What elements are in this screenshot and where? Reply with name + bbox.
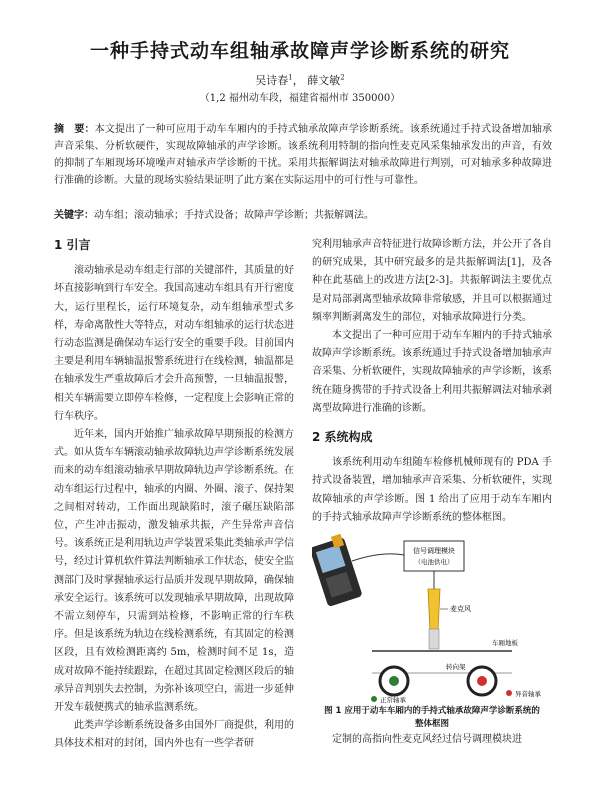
right-paragraph-2: 本文提出了一种可应用于动车车厢内的手持式轴承故障声学诊断系统。该系统通过手持式设备增加轴承声音采集、分析软硬件，实现故障轴承的声学诊断，该系统在随身携带的手持式设备上利用共振解调法对轴承剥离型故障进行准确的诊断。 bbox=[312, 330, 552, 414]
author-line: 吴诗春$^1$， 薛文敏$^2$ bbox=[255, 73, 345, 87]
section-1-paragraph-1: 滚动轴承是动车组走行部的关键部件，其质量的好坏直接影响到行车安全。我国高速动车组具有开行密度大，运行里程长，运行环境复杂，动车组轴承型式多样，寿命离散性大等特点，对动车组轴承的运行状态进行动态监测是确保动车运行安全的重要手段。目前国内主要是利用车辆轴温报警系统进行在线检测，轴温都是在轴承发生严重故障后才会升高预警，一旦轴温报警，相关车辆需要立即停车检修，一定程度上会影响正常的行车秩序。 bbox=[54, 265, 294, 422]
pda-device-icon bbox=[312, 534, 363, 607]
abnormal-bearing-icon bbox=[468, 667, 496, 695]
legend-abnormal-label: 异音轴承 bbox=[515, 690, 541, 699]
section-2-heading: 2 系统构成 bbox=[312, 430, 373, 445]
signal-module-box bbox=[404, 541, 464, 571]
caption-line-2: 整体框图 bbox=[414, 719, 449, 730]
mic-label: 麦克风 bbox=[450, 605, 471, 614]
keywords-text: 动车组；滚动轴承；手持式设备；故障声学诊断；共振解调法。 bbox=[94, 210, 374, 221]
figure-1 bbox=[312, 533, 552, 703]
microphone-icon bbox=[428, 571, 440, 649]
right-column bbox=[312, 236, 552, 749]
affiliation: （1,2 福州动车段，福建省福州市 350000） bbox=[199, 93, 401, 104]
author-2-sup: 2 bbox=[340, 73, 345, 82]
keywords bbox=[54, 207, 552, 224]
author-1-sup: 1 bbox=[288, 73, 293, 82]
figure-1-diagram bbox=[312, 533, 552, 703]
module-label: 信号调理模块 bbox=[413, 547, 455, 556]
cable-line bbox=[352, 554, 404, 561]
right-paragraph-1: 究利用轴承声音特征进行故障诊断方法，并公开了各自的研究成果，其中研究最多的是共振解调法[1]，及各种在此基础上的改进方法[2-3]。共振解调法主要优点是对局部剥离型轴承故障非常敏感，并且可以根据通过频率判断剥离发生的部位，对轴承故障进行分类。 bbox=[312, 239, 552, 323]
abstract-label: 摘 要： bbox=[54, 124, 95, 135]
abstract-text: 本文提出了一种可应用于动车车厢内的手持式轴承故障声学诊断系统。该系统通过手持式设备增加轴承声音采集、分析软硬件，实现故障轴承的声学诊断。该系统利用特制的指向性麦克风采集轴承发出的声音，有效的抑制了车厢现场环境噪声对轴承声学诊断的干扰。采用共振解调法对轴承故障进行判别，可对轴承多种故障进行准确的诊断。大量的现场实验结果证明了此方案在实际运用中的可行性与可靠性。 bbox=[54, 124, 553, 186]
module-sublabel: （电池供电） bbox=[414, 558, 454, 567]
normal-bearing-icon bbox=[380, 667, 408, 695]
author-1: 吴诗春 bbox=[255, 74, 289, 87]
keywords-label: 关键字： bbox=[54, 210, 94, 221]
section-1-heading: 1 引言 bbox=[54, 238, 91, 252]
caption-line-1: 图 1 应用于动车车厢内的手持式轴承故障声学诊断系统的 bbox=[324, 706, 540, 717]
abstract bbox=[54, 121, 552, 189]
section-1-paragraph-2: 近年来，国内开始推广轴承故障早期预报的检测方式。如从货车车辆滚动轴承故障轨边声学诊断系统发展而来的动车组滚动轴承早期故障轨边声学诊断系统。在动车组运行过程中，轴承的内圈、外圈、滚子、保持架之间相对转动，工作面出现缺陷时，滚子碾压缺陷部位，产生冲击振动，激发轴承共振，产生异常声音信号。该系统正是利用轨边声学装置采集此类轴承声学信号，经过计算机软件算法判断轴承工作状态，使安全监测部门及时掌握轴承运行品质并发现早期故障，确保轴承安全运行。该系统可以发现轴承早期故障，出现故障不需立刻停车，只需到站检修，不影响正常的行车秩序。但是该系统为轨边在线检测系统，有其固定的检测区段，且有效检测距离约 5m，检测时间不足 1s，造成对故障不能持续跟踪，在超过其固定检测区段后的轴承异音判别失去控制，为弥补该项空白，需进一步延伸开发车载便携式的轴承监测系统。 bbox=[54, 429, 294, 714]
legend-normal-dot bbox=[371, 696, 377, 702]
author-2: 薛文敏 bbox=[307, 74, 341, 87]
section-1-paragraph-3: 此类声学诊断系统设备多由国外厂商提供，利用的具体技术相对的封闭，国内外也有一些学者研 bbox=[54, 720, 294, 750]
section-2-paragraph-1: 该系统利用动车组随车检修机械师现有的 PDA 手持式设备装置，增加轴承声音采集、分析软硬件，实现故障轴承的声学诊断。图 1 给出了应用于动车车厢内的手持式轴承故障声学诊断系统的整体框图。 bbox=[312, 457, 552, 523]
figure-1-caption bbox=[312, 705, 552, 731]
floor-label: 车厢地板 bbox=[492, 639, 518, 648]
legend-normal-label: 正常轴承 bbox=[380, 696, 406, 704]
bogie-label: 转向架 bbox=[446, 663, 466, 672]
paper-title: 一种手持式动车组轴承故障声学诊断系统的研究 bbox=[89, 40, 510, 62]
legend-abnormal-dot bbox=[506, 690, 512, 696]
right-last-line: 定制的高指向性麦克风经过信号调理模块进 bbox=[332, 734, 522, 746]
left-column bbox=[54, 236, 294, 754]
